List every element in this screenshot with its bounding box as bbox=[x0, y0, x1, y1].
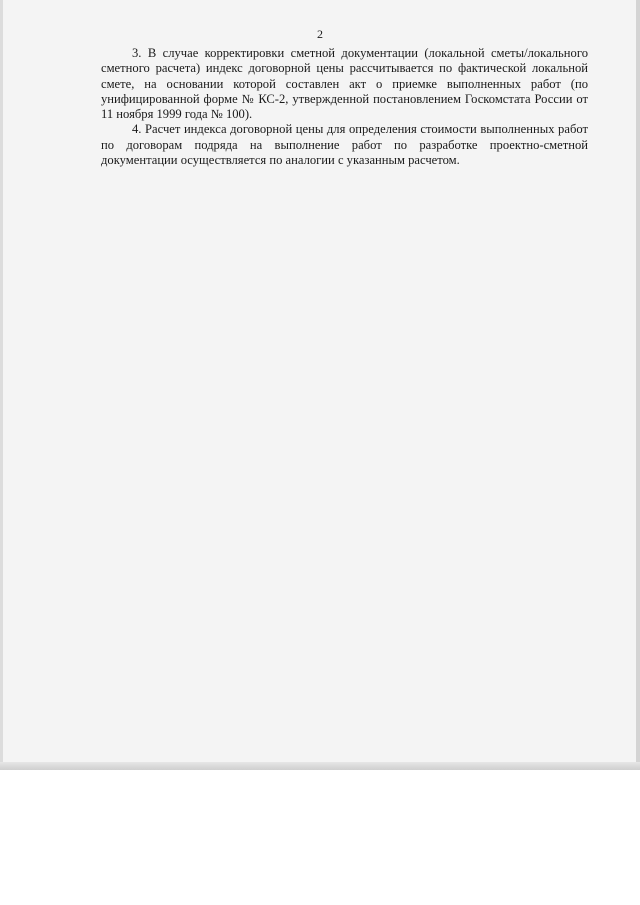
document-body bbox=[101, 46, 588, 168]
paragraph-3: 3. В случае корректировки сметной документации (локальной сметы/локального сметного расчета) индекс договорной цены рассчитывается по фактической локальной смете, на основании которой составлен акт о приемке выполненных работ (по унифицированной форме № КС-2, утвержденной постановлением Госкомстата России от 11 ноября 1999 года № 100). bbox=[101, 46, 588, 122]
scan-left-edge bbox=[0, 0, 3, 770]
paragraph-4: 4. Расчет индекса договорной цены для определения стоимости выполненных работ по договорам подряда на выполнение работ по разработке проектно-сметной документации осуществляется по аналогии с указанным расчетом. bbox=[101, 122, 588, 168]
page-number: 2 bbox=[317, 27, 323, 41]
scan-bottom-edge bbox=[0, 762, 640, 770]
